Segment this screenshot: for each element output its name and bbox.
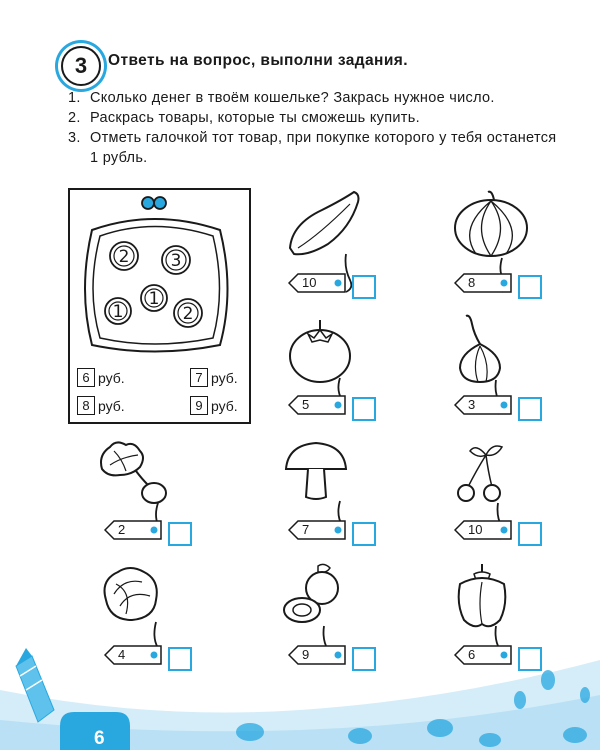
product-checkbox[interactable] bbox=[518, 275, 542, 299]
price-tag bbox=[454, 273, 512, 293]
instruction-text: Раскрась товары, которые ты сможешь купить. bbox=[90, 110, 420, 126]
amount-unit: руб. bbox=[211, 397, 238, 414]
price-tag bbox=[454, 395, 512, 415]
product-garlic bbox=[446, 310, 556, 425]
page-number: 6 bbox=[94, 728, 105, 749]
price-tag bbox=[104, 520, 162, 540]
purse-illustration bbox=[70, 190, 253, 426]
amount-option bbox=[190, 368, 238, 387]
price-value: 10 bbox=[302, 275, 317, 290]
instruction-3 bbox=[68, 128, 558, 168]
task-number-badge bbox=[61, 46, 101, 86]
price-value: 2 bbox=[118, 522, 126, 537]
price-value: 6 bbox=[468, 647, 476, 662]
coin bbox=[162, 246, 190, 274]
coin-value: 3 bbox=[170, 251, 182, 271]
price-tag bbox=[454, 520, 512, 540]
amount-checkbox[interactable]: 7 bbox=[190, 368, 208, 387]
product-zucchini bbox=[280, 188, 390, 303]
product-cherry bbox=[446, 435, 556, 550]
coin-value: 2 bbox=[118, 247, 130, 267]
product-checkbox[interactable] bbox=[352, 397, 376, 421]
product-beet bbox=[96, 435, 206, 550]
amount-unit: руб. bbox=[98, 397, 125, 414]
amount-checkbox[interactable]: 8 bbox=[77, 396, 95, 415]
instruction-1 bbox=[68, 88, 558, 108]
coin-value: 2 bbox=[182, 304, 194, 324]
amount-checkbox[interactable]: 9 bbox=[190, 396, 208, 415]
coin bbox=[105, 298, 131, 324]
coin bbox=[141, 285, 167, 311]
product-checkbox[interactable] bbox=[518, 522, 542, 546]
instruction-number: 2. bbox=[68, 110, 81, 126]
product-tomato bbox=[280, 310, 390, 425]
instruction-text: Сколько денег в твоём кошельке? Закрась нужное число. bbox=[90, 90, 495, 106]
instruction-number: 3. bbox=[68, 130, 81, 146]
product-mushroom bbox=[280, 435, 390, 550]
product-checkbox[interactable] bbox=[518, 397, 542, 421]
amount-option bbox=[77, 368, 125, 387]
product-checkbox[interactable] bbox=[352, 275, 376, 299]
task-number: 3 bbox=[74, 53, 88, 78]
product-checkbox[interactable] bbox=[168, 522, 192, 546]
amount-unit: руб. bbox=[211, 369, 238, 386]
instruction-text: Отметь галочкой тот товар, при покупке которого у тебя останется 1 рубль. bbox=[90, 130, 557, 166]
amount-unit: руб. bbox=[98, 369, 125, 386]
price-value: 9 bbox=[302, 647, 310, 662]
price-value: 7 bbox=[302, 522, 310, 537]
price-tag bbox=[288, 273, 346, 293]
price-value: 8 bbox=[468, 275, 476, 290]
instruction-2 bbox=[68, 108, 558, 128]
price-value: 3 bbox=[468, 397, 476, 412]
coin-value: 1 bbox=[112, 302, 124, 322]
instruction-number: 1. bbox=[68, 90, 81, 106]
amount-option bbox=[77, 396, 125, 415]
task-title: Ответь на вопрос, выполни задания. bbox=[108, 52, 408, 69]
product-pumpkin bbox=[446, 188, 556, 303]
price-value: 10 bbox=[468, 522, 483, 537]
price-tag bbox=[288, 395, 346, 415]
price-value: 4 bbox=[118, 647, 126, 662]
coin bbox=[110, 242, 138, 270]
coin bbox=[174, 299, 202, 327]
price-value: 5 bbox=[302, 397, 310, 412]
instructions-list bbox=[68, 88, 558, 168]
amount-option bbox=[190, 396, 238, 415]
amount-checkbox[interactable]: 6 bbox=[77, 368, 95, 387]
coin-value: 1 bbox=[148, 289, 160, 309]
product-checkbox[interactable] bbox=[352, 522, 376, 546]
price-tag bbox=[288, 520, 346, 540]
crayon-icon bbox=[8, 648, 58, 728]
purse-panel bbox=[68, 188, 251, 424]
